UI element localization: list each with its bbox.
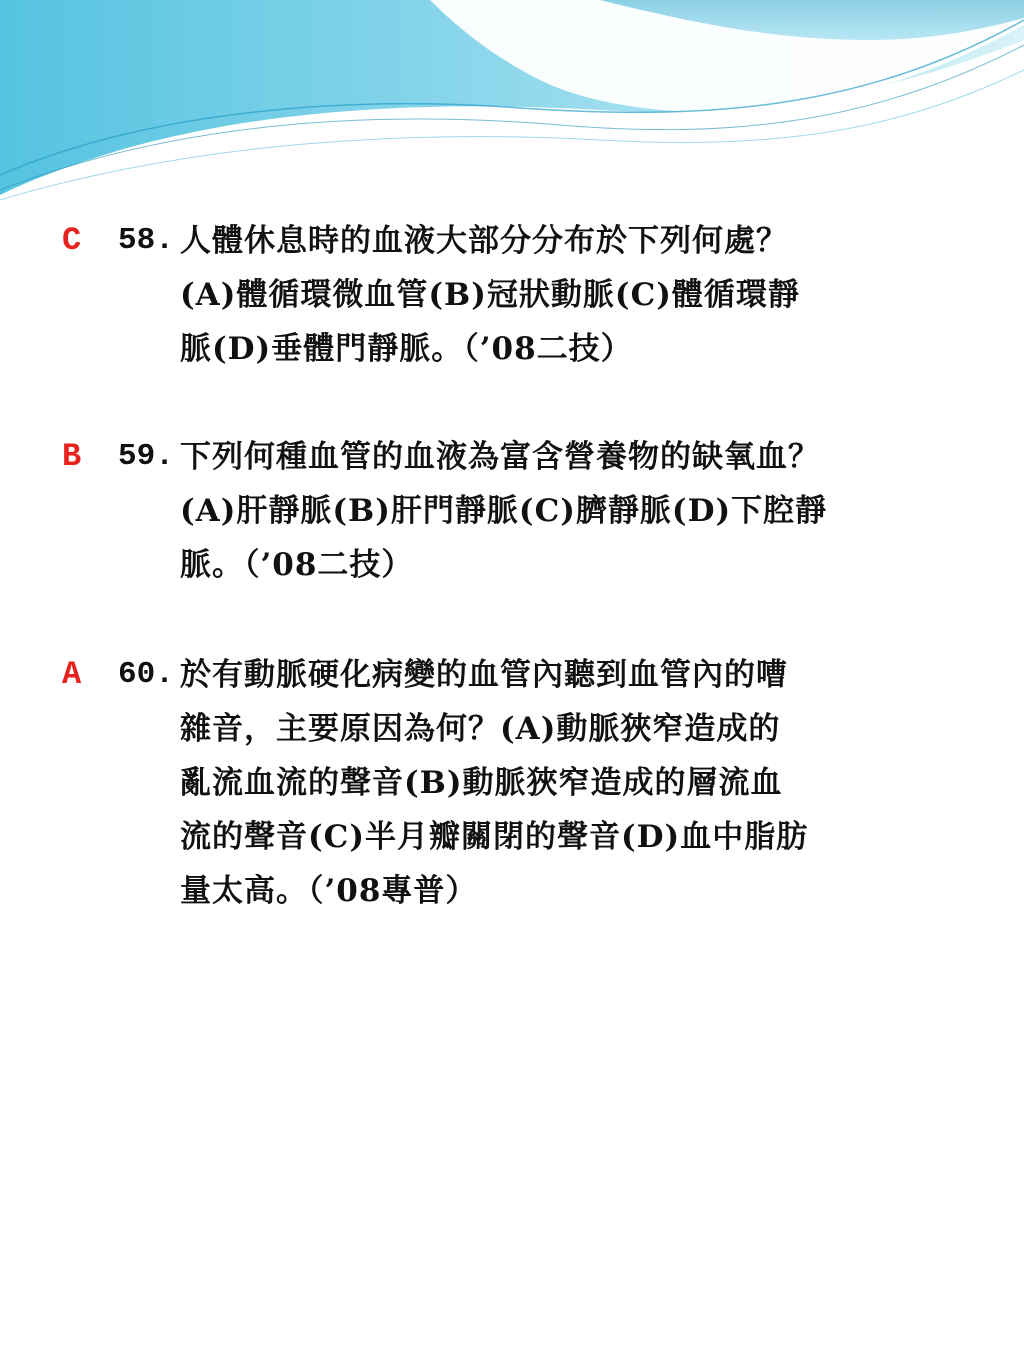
answer-key: C bbox=[62, 222, 82, 259]
question-line: (A)肝靜脈(B)肝門靜脈(C)臍靜脈(D)下腔靜 bbox=[180, 493, 828, 529]
question-number: 58. bbox=[118, 223, 174, 258]
question-line: 量太高。（’08專普） bbox=[180, 873, 478, 909]
question-number: 59. bbox=[118, 439, 174, 474]
header-wave-decoration bbox=[0, 0, 1024, 215]
question-line: 於有動脈硬化病變的血管內聽到血管內的嘈 bbox=[180, 657, 788, 693]
question-number: 60. bbox=[118, 657, 174, 692]
question-line: (A)體循環微血管(B)冠狀動脈(C)體循環靜 bbox=[180, 277, 800, 313]
question-text bbox=[180, 214, 940, 376]
question-line: 人體休息時的血液大部分分布於下列何處？ bbox=[180, 223, 788, 259]
question-line: 脈。（’08二技） bbox=[180, 547, 414, 583]
question-line: 雜音，主要原因為何？(A)動脈狹窄造成的 bbox=[180, 711, 781, 747]
question-line: 流的聲音(C)半月瓣關閉的聲音(D)血中脂肪 bbox=[180, 819, 809, 855]
answer-key: B bbox=[62, 438, 82, 475]
answer-key: A bbox=[62, 656, 82, 693]
question-line: 下列何種血管的血液為富含營養物的缺氧血？ bbox=[180, 439, 820, 475]
question-line: 脈(D)垂體門靜脈。（’08二技） bbox=[180, 331, 633, 367]
question-text bbox=[180, 648, 940, 918]
question-text bbox=[180, 430, 940, 592]
question-line: 亂流血流的聲音(B)動脈狹窄造成的層流血 bbox=[180, 765, 783, 801]
